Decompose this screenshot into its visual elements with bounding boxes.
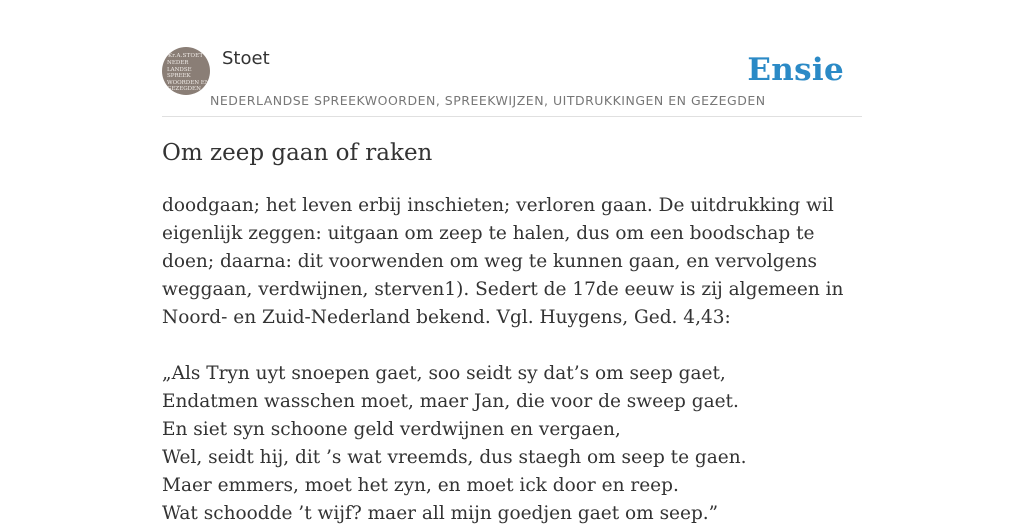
logo-line: LANDSE (167, 66, 192, 73)
logo-top-text: Kr.A.STOET (168, 53, 204, 59)
quote-line: En siet syn schoone geld verdwijnen en vergaen, (162, 419, 621, 440)
quote-line: Endatmen wasschen moet, maer Jan, die voor de sweep gaet. (162, 391, 739, 412)
article-title: Om zeep gaan of raken (162, 140, 433, 166)
logo-line: WOORDEN EN (167, 79, 210, 86)
quote-line: Wat schoodde ’t wijf? maer all mijn goedjen gaet om seep.” (162, 503, 719, 524)
author-name[interactable]: Stoet (222, 48, 270, 69)
article-body (162, 192, 862, 528)
quote-line: „Als Tryn uyt snoepen gaet, soo seidt sy dat’s om seep gaet, (162, 363, 726, 384)
logo-line: GEZEGDEN (167, 86, 201, 93)
definition-paragraph: doodgaan; het leven erbij inschieten; verloren gaan. De uitdrukking wil eigenlijk zeggen: uitgaan om zeep te halen, dus om een boodschap te doen; daarna: dit voorwenden om weg te kunnen gaan, en vervolgens weggaan, verdwijnen, sterven1). Sedert de 17de eeuw is zij algemeen in Noord- en Zuid-Nederland bekend. Vgl. Huygens, Ged. 4,43: (162, 195, 844, 328)
logo-line: SPREEK (167, 73, 191, 80)
site-header (162, 46, 862, 117)
logo-title-text (167, 60, 209, 93)
book-cover-avatar[interactable] (162, 47, 210, 95)
quote-line: Maer emmers, moet het zyn, en moet ick door en reep. (162, 475, 679, 496)
logo-line: NEDER (167, 60, 189, 66)
source-subtitle[interactable]: NEDERLANDSE SPREEKWOORDEN, SPREEKWIJZEN, UITDRUKKINGEN EN GEZEGDEN (210, 93, 766, 108)
ensie-logo[interactable]: Ensie (747, 52, 844, 88)
quote-line: Wel, seidt hij, dit ’s wat vreemds, dus staegh om seep te gaen. (162, 447, 747, 468)
